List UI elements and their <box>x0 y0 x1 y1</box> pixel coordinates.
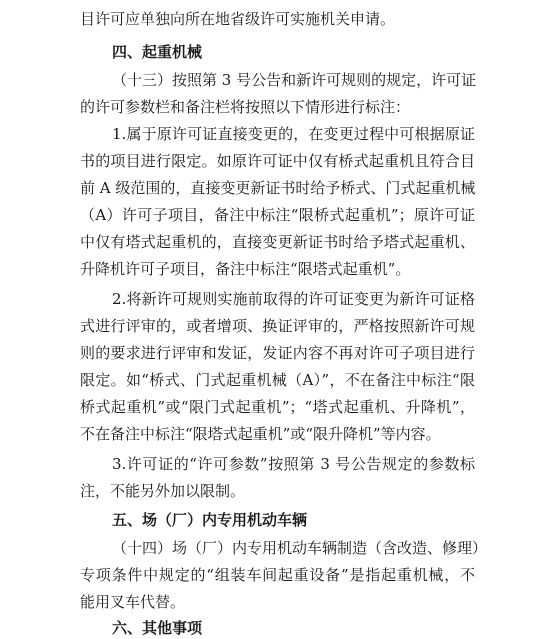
section-heading-crane: 四、起重机械 <box>112 43 203 61</box>
paragraph-line: （A）许可子项目，备注中标注“限桥式起重机”；原许可证 <box>80 206 475 224</box>
paragraph-line: （十四）场（厂）内专用机动车辆制造（含改造、修理） <box>112 539 488 557</box>
paragraph-line: 1.属于原许可证直接变更的，在变更过程中可根据原证 <box>112 125 475 143</box>
paragraph-line: 升降机许可子项目，备注中标注“限塔式起重机”。 <box>80 260 411 278</box>
paragraph-line: 2.将新许可规则实施前取得的许可证变更为新许可证格 <box>112 290 475 308</box>
paragraph-line: 3.许可证的“许可参数”按照第 3 号公告规定的参数标 <box>112 455 475 473</box>
paragraph-line: 的许可参数栏和备注栏将按照以下情形进行标注： <box>80 98 411 116</box>
paragraph-line: 专项条件中规定的“组装车间起重设备”是指起重机械，不 <box>80 566 475 584</box>
paragraph-line: （十三）按照第 3 号公告和新许可规则的规定，许可证 <box>112 71 477 89</box>
paragraph-line: 则的要求进行评审和发证，发证内容不再对许可子项目进行 <box>80 344 475 362</box>
paragraph-line: 限定。如“桥式、门式起重机械（A）”，不在备注中标注“限 <box>80 371 475 389</box>
paragraph-line: 注，不能另外加以限制。 <box>80 482 246 500</box>
paragraph-line: 书的项目进行限定。如原许可证中仅有桥式起重机且符合目 <box>80 152 475 170</box>
paragraph-line: 目许可应单独向所在地省级许可实施机关申请。 <box>80 10 396 28</box>
paragraph-line: 前 A 级范围的，直接变更新证书时给予桥式、门式起重机械 <box>80 179 476 197</box>
paragraph-line: 桥式起重机”或“限门式起重机”；“塔式起重机、升降机”， <box>80 398 475 416</box>
section-heading-vehicles: 五、场（厂）内专用机动车辆 <box>112 511 308 529</box>
section-heading-other: 六、其他事项 <box>112 619 203 637</box>
paragraph-line: 式进行评审的，或者增项、换证评审的，严格按照新许可规 <box>80 317 475 335</box>
paragraph-line: 中仅有塔式起重机的，直接变更新证书时给予塔式起重机、 <box>80 233 475 251</box>
paragraph-line: 能用叉车代替。 <box>80 593 186 611</box>
paragraph-line: 不在备注中标注“限塔式起重机”或“限升降机”等内容。 <box>80 425 441 443</box>
